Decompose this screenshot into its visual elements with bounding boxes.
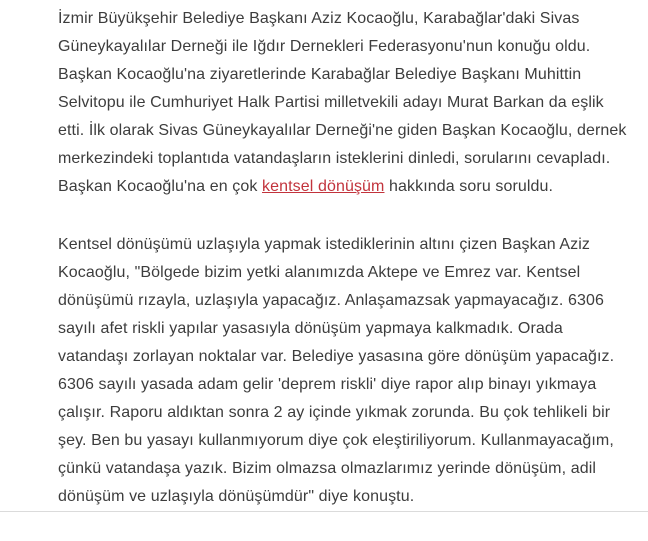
paragraph-quote: Kentsel dönüşümü uzlaşıyla yapmak istediklerinin altını çizen Başkan Aziz Kocaoğlu, "Bölgede bizim yetki alanımızda Aktepe ve Emrez var. Kentsel dönüşümü rızayla, uzlaşıyla yapacağız. Anlaşamazsak yapmayacağız. 6306 sayılı afet riskli yapılar yasasıyla dönüşüm yapmaya kalkmadık. Orada vatandaşı zorlayan noktalar var. Belediye yasasına göre dönüşüm yapacağız. 6306 sayılı yasada adam gelir 'deprem riskli' diye rapor alıp binayı yıkmaya çalışır. Raporu aldıktan sonra 2 ay içinde yıkmak zorunda. Bu çok tehlikeli bir şey. Ben bu yasayı kullanmıyorum diye çok eleştiriliyorum. Kullanmayacağım, çünkü vatandaşa yazık. Bizim olmazsa olmazlarımız yerinde dönüşüm, adil dönüşüm ve uzlaşıyla dönüşümdür" diye konuştu. xyxy=(58,236,615,505)
kentsel-donusum-link[interactable]: kentsel dönüşüm xyxy=(262,178,385,195)
bottom-divider xyxy=(0,511,648,512)
intro-text-after-link: hakkında soru soruldu. xyxy=(384,178,554,195)
intro-text-before-link: İzmir Büyükşehir Belediye Başkanı Aziz Kocaoğlu, Karabağlar'daki Sivas Güneykayalılar Derneği ile Iğdır Dernekleri Federasyonu'nun konuğu oldu. Başkan Kocaoğlu'na ziyaretlerinde Karabağlar Belediye Başkanı Muhittin Selvitopu ile Cumhuriyet Halk Partisi milletvekili adayı Murat Barkan da eşlik etti. İlk olarak Sivas Güneykayalılar Derneği'ne giden Başkan Kocaoğlu, dernek merkezindeki toplantıda vatandaşların isteklerini dinledi, sorularını cevapladı. Başkan Kocaoğlu'na en çok xyxy=(58,10,627,195)
paragraph-intro xyxy=(58,5,630,201)
article-body xyxy=(58,5,630,541)
